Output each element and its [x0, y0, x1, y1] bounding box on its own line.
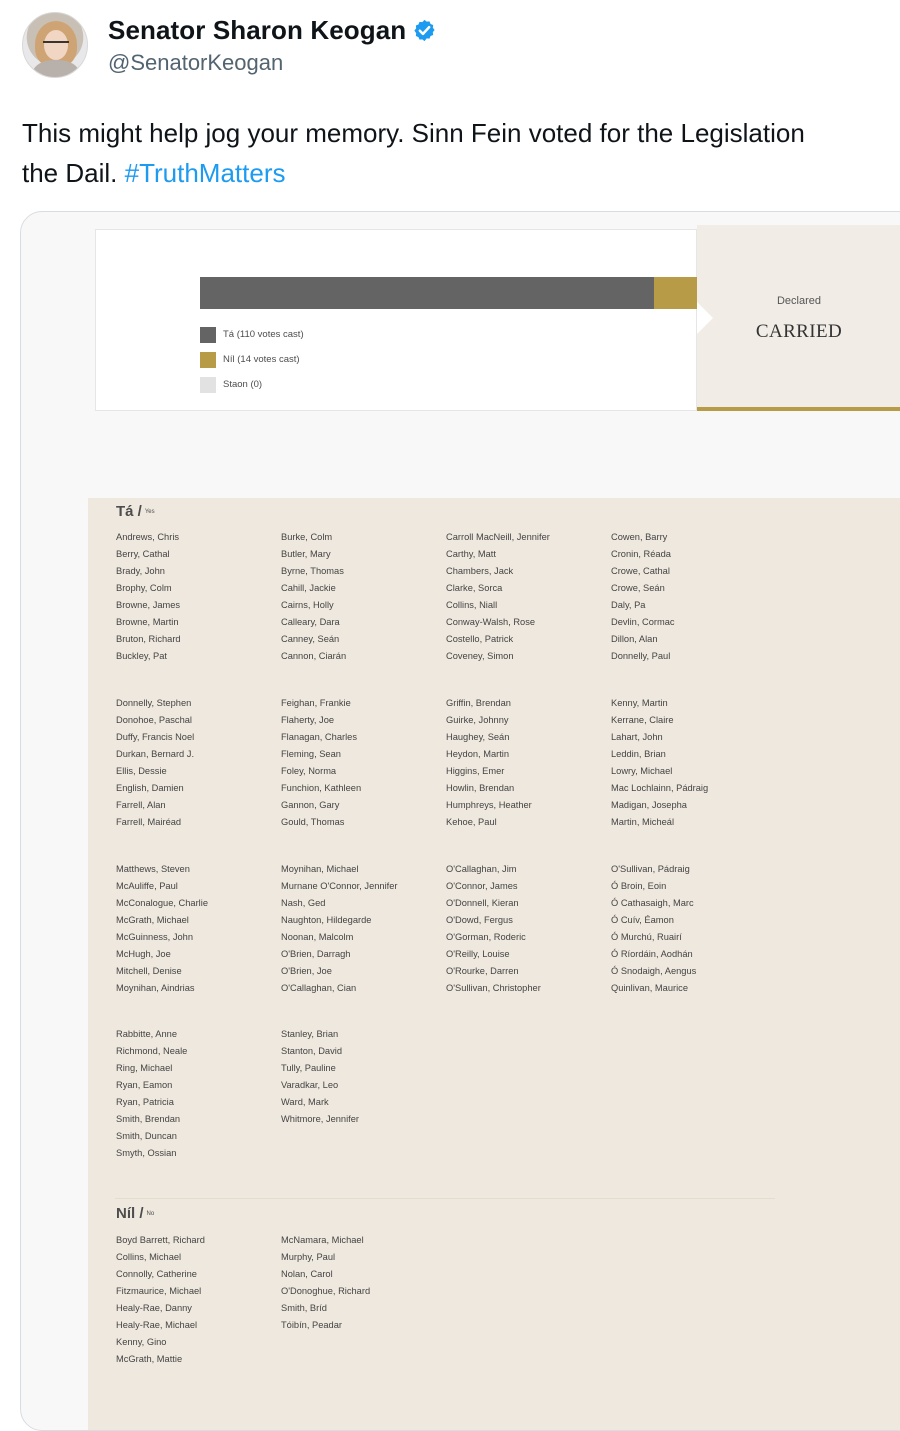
ta-column — [446, 529, 606, 665]
member-name: Ó Cuív, Éamon — [611, 915, 674, 925]
member-name: Tully, Pauline — [281, 1063, 336, 1073]
member-name: Kerrane, Claire — [611, 715, 674, 725]
member-name: Canney, Seán — [281, 634, 340, 644]
member-name: Whitmore, Jennifer — [281, 1114, 360, 1124]
ta-column — [116, 1026, 276, 1162]
member-name: Fitzmaurice, Michael — [116, 1286, 202, 1296]
member-name: Berry, Cathal — [116, 549, 170, 559]
member-name: Cronin, Réada — [611, 549, 671, 559]
nil-title: Níl / — [116, 1205, 144, 1222]
member-name: Quinlivan, Maurice — [611, 983, 688, 993]
ta-title: Tá / — [116, 503, 142, 520]
legend-row-nil — [200, 347, 304, 372]
tweet-text — [22, 113, 900, 193]
declared-label: Declared — [776, 295, 822, 307]
member-name: Matthews, Steven — [116, 864, 190, 874]
member-name: Foley, Norma — [281, 766, 337, 776]
member-name: Conway-Walsh, Rose — [446, 617, 536, 627]
member-name: Smith, Brendan — [116, 1114, 181, 1124]
member-name: Crowe, Cathal — [611, 566, 670, 576]
member-name: Donnelly, Stephen — [116, 698, 192, 708]
ta-column — [116, 695, 276, 831]
member-name: O'Connor, James — [446, 881, 518, 891]
member-name: Devlin, Cormac — [611, 617, 675, 627]
member-name: Carroll MacNeill, Jennifer — [446, 532, 550, 542]
member-name: Browne, James — [116, 600, 181, 610]
member-name: Ward, Mark — [281, 1097, 329, 1107]
member-name: Collins, Michael — [116, 1252, 182, 1262]
member-name: Dillon, Alan — [611, 634, 658, 644]
verified-badge-icon[interactable] — [412, 18, 437, 43]
ta-column — [281, 529, 441, 665]
member-name: McNamara, Michael — [281, 1235, 364, 1245]
member-name: Mac Lochlainn, Pádraig — [611, 783, 709, 793]
hashtag-link[interactable]: #TruthMatters — [124, 158, 286, 188]
member-name: O'Rourke, Darren — [446, 966, 519, 976]
member-name: Ryan, Patricia — [116, 1097, 174, 1107]
member-name: Healy-Rae, Danny — [116, 1303, 192, 1313]
member-name: Stanton, David — [281, 1046, 342, 1056]
member-name: Buckley, Pat — [116, 651, 167, 661]
member-name: Smith, Bríd — [281, 1303, 327, 1313]
member-name: Daly, Pa — [611, 600, 646, 610]
member-name: O'Donnell, Kieran — [446, 898, 519, 908]
member-name: Rabbitte, Anne — [116, 1029, 177, 1039]
author-name-block — [108, 13, 437, 76]
ta-legend-swatch — [200, 327, 216, 343]
member-name: Smith, Duncan — [116, 1131, 177, 1141]
member-name: Funchion, Kathleen — [281, 783, 362, 793]
member-name: Cahill, Jackie — [281, 583, 336, 593]
member-name: Bruton, Richard — [116, 634, 181, 644]
ta-column — [116, 529, 276, 665]
member-name: Kehoe, Paul — [446, 817, 497, 827]
member-name: McConalogue, Charlie — [116, 898, 208, 908]
member-name: Ellis, Dessie — [116, 766, 167, 776]
member-name: Howlin, Brendan — [446, 783, 515, 793]
member-name: O'Reilly, Louise — [446, 949, 510, 959]
avatar-glasses — [43, 41, 69, 47]
member-name: Madigan, Josepha — [611, 800, 687, 810]
member-name: McAuliffe, Paul — [116, 881, 178, 891]
ta-column — [281, 861, 441, 997]
member-name: Donnelly, Paul — [611, 651, 671, 661]
member-name: McHugh, Joe — [116, 949, 171, 959]
member-name: Fleming, Sean — [281, 749, 341, 759]
nil-section-title — [116, 1205, 154, 1222]
member-name: Browne, Martin — [116, 617, 179, 627]
member-name: Cannon, Ciarán — [281, 651, 347, 661]
member-name: Costello, Patrick — [446, 634, 514, 644]
member-name: Moynihan, Aindrias — [116, 983, 195, 993]
member-name: Coveney, Simon — [446, 651, 514, 661]
member-name: Chambers, Jack — [446, 566, 514, 576]
member-name: English, Damien — [116, 783, 184, 793]
tweet-text-line-2 — [22, 153, 900, 193]
member-name: Ó Snodaigh, Aengus — [611, 966, 697, 976]
member-name: Haughey, Seán — [446, 732, 510, 742]
member-name: Smyth, Ossian — [116, 1148, 177, 1158]
ta-legend-label: Tá (110 votes cast) — [223, 329, 304, 340]
member-name: Ó Broin, Eoin — [611, 881, 667, 891]
vote-result-bar — [200, 277, 712, 309]
member-name: Lahart, John — [611, 732, 663, 742]
member-name: O'Brien, Joe — [281, 966, 332, 976]
avatar[interactable] — [22, 12, 88, 78]
member-name: Flaherty, Joe — [281, 715, 335, 725]
member-name: Burke, Colm — [281, 532, 333, 542]
member-name: Crowe, Seán — [611, 583, 665, 593]
member-name: Kenny, Martin — [611, 698, 668, 708]
member-name: Moynihan, Michael — [281, 864, 359, 874]
member-name: Martin, Micheál — [611, 817, 675, 827]
member-name: O'Callaghan, Jim — [446, 864, 517, 874]
staon-legend-label: Staon (0) — [223, 379, 263, 390]
member-name: Butler, Mary — [281, 549, 331, 559]
member-name: Murnane O'Connor, Jennifer — [281, 881, 398, 891]
member-name: O'Sullivan, Christopher — [446, 983, 541, 993]
member-name: Gould, Thomas — [281, 817, 345, 827]
member-name: Brady, John — [116, 566, 165, 576]
display-name-row — [108, 13, 437, 47]
nil-column — [281, 1232, 441, 1334]
member-name: O'Dowd, Fergus — [446, 915, 513, 925]
member-name: O'Callaghan, Cian — [281, 983, 357, 993]
ta-column — [281, 695, 441, 831]
declared-result: CARRIED — [755, 321, 843, 342]
ta-column — [446, 861, 606, 997]
member-name: Guirke, Johnny — [446, 715, 509, 725]
member-name: McGrath, Mattie — [116, 1354, 183, 1364]
member-name: Noonan, Malcolm — [281, 932, 354, 942]
member-name: Richmond, Neale — [116, 1046, 188, 1056]
member-name: Durkan, Bernard J. — [116, 749, 195, 759]
ta-subtitle: Yes — [144, 509, 155, 516]
member-name: Nash, Ged — [281, 898, 326, 908]
member-name: Kenny, Gino — [116, 1337, 167, 1347]
member-name: O'Gorman, Roderic — [446, 932, 526, 942]
member-name: Ó Murchú, Ruairí — [611, 932, 682, 942]
member-name: O'Sullivan, Pádraig — [611, 864, 690, 874]
vote-names-panel — [88, 498, 900, 1431]
legend-row-staon — [200, 372, 304, 397]
member-name: Lowry, Michael — [611, 766, 673, 776]
member-name: Tóibín, Peadar — [281, 1320, 342, 1330]
member-name: Ó Ríordáin, Aodhán — [611, 949, 693, 959]
member-name: Ring, Michael — [116, 1063, 173, 1073]
nil-subtitle: No — [146, 1211, 155, 1218]
ta-column — [116, 861, 276, 997]
vote-legend — [200, 322, 304, 397]
member-name: McGuinness, John — [116, 932, 193, 942]
member-name: O'Donoghue, Richard — [281, 1286, 371, 1296]
ta-column — [611, 695, 771, 831]
member-name: Andrews, Chris — [116, 532, 180, 542]
member-name: Griffin, Brendan — [446, 698, 511, 708]
member-name: Ryan, Eamon — [116, 1080, 173, 1090]
legend-row-ta — [200, 322, 304, 347]
nil-legend-swatch — [200, 352, 216, 368]
handle[interactable]: @SenatorKeogan — [108, 50, 284, 75]
member-name: Byrne, Thomas — [281, 566, 344, 576]
member-name: Donohoe, Paschal — [116, 715, 192, 725]
member-name: Carthy, Matt — [446, 549, 496, 559]
ta-column — [611, 529, 771, 665]
ta-section-title — [116, 503, 155, 520]
member-name: Humphreys, Heather — [446, 800, 532, 810]
member-name: Brophy, Colm — [116, 583, 172, 593]
member-name: Ó Cathasaigh, Marc — [611, 898, 694, 908]
member-name: Calleary, Dara — [281, 617, 340, 627]
member-name: Flanagan, Charles — [281, 732, 357, 742]
ta-column — [446, 695, 606, 831]
member-name: Leddin, Brian — [611, 749, 666, 759]
member-name: Heydon, Martin — [446, 749, 510, 759]
staon-legend-swatch — [200, 377, 216, 393]
avatar-body — [33, 60, 79, 78]
member-name: Nolan, Carol — [281, 1269, 333, 1279]
ta-column — [281, 1026, 441, 1128]
tweet-text-line-2-prefix: the Dail. — [22, 158, 125, 188]
member-name: Healy-Rae, Michael — [116, 1320, 198, 1330]
member-name: O'Brien, Darragh — [281, 949, 351, 959]
display-name[interactable]: Senator Sharon Keogan — [108, 14, 407, 45]
member-name: Feighan, Frankie — [281, 698, 351, 708]
member-name: Higgins, Emer — [446, 766, 505, 776]
member-name: Clarke, Sorca — [446, 583, 503, 593]
member-name: Duffy, Francis Noel — [116, 732, 195, 742]
member-name: Naughton, Hildegarde — [281, 915, 372, 925]
tweet-header — [22, 12, 437, 78]
member-name: Boyd Barrett, Richard — [116, 1235, 205, 1245]
nil-legend-label: Níl (14 votes cast) — [223, 354, 300, 365]
member-name: Farrell, Alan — [116, 800, 166, 810]
member-name: Varadkar, Leo — [281, 1080, 339, 1090]
member-name: Cowen, Barry — [611, 532, 668, 542]
member-name: Murphy, Paul — [281, 1252, 336, 1262]
vote-summary-card — [96, 230, 696, 410]
tweet-media-image[interactable] — [20, 211, 900, 1431]
ta-vote-bar-segment — [200, 277, 654, 309]
member-name: Stanley, Brian — [281, 1029, 339, 1039]
section-divider — [115, 1198, 775, 1199]
tweet-text-line-1: This might help jog your memory. Sinn Fein voted for the Legislation — [22, 118, 805, 148]
ta-column — [611, 861, 771, 997]
member-name: Cairns, Holly — [281, 600, 334, 610]
nil-column — [116, 1232, 276, 1368]
declared-result-panel — [697, 225, 900, 411]
member-name: Farrell, Mairéad — [116, 817, 182, 827]
member-name: McGrath, Michael — [116, 915, 189, 925]
member-name: Collins, Niall — [446, 600, 498, 610]
member-name: Gannon, Gary — [281, 800, 340, 810]
member-name: Mitchell, Denise — [116, 966, 182, 976]
member-name: Connolly, Catherine — [116, 1269, 197, 1279]
